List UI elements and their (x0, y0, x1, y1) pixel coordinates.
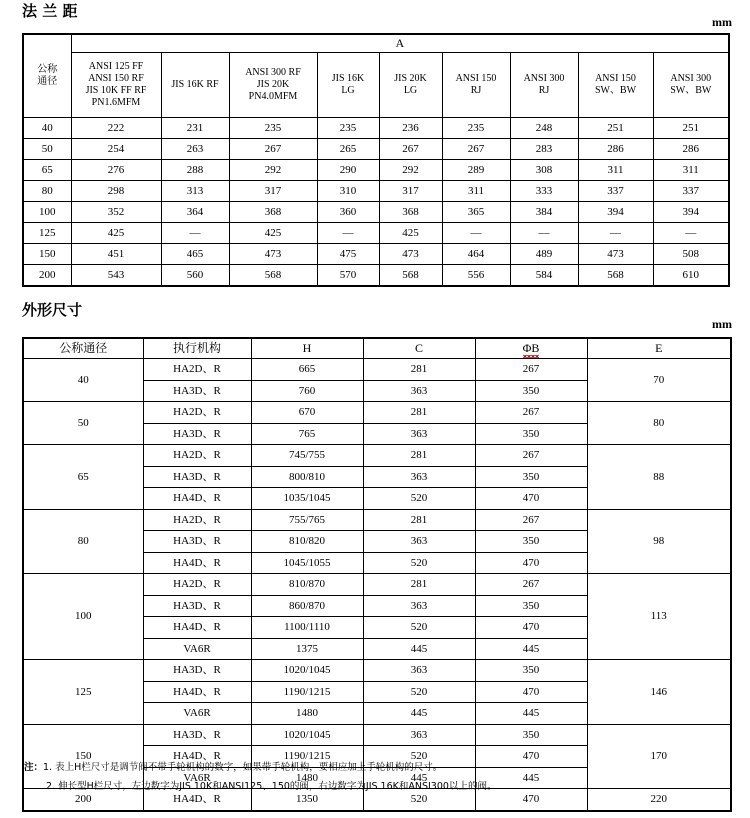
dimensions-cell-c: 363 (363, 660, 475, 682)
flange-row-dn: 80 (23, 181, 71, 202)
dimensions-cell-h: 810/820 (251, 531, 363, 553)
dimensions-cell-b: 350 (475, 660, 587, 682)
flange-cell: 231 (161, 118, 229, 139)
dimensions-cell-c: 445 (363, 638, 475, 660)
dimensions-cell-c: 445 (363, 767, 475, 789)
dimensions-cell-c: 363 (363, 423, 475, 445)
phib-misspell-underline: ΦB (522, 340, 540, 355)
table-row (23, 509, 731, 531)
flange-cell: 475 (317, 244, 379, 265)
flange-cell: — (653, 223, 729, 244)
flange-cell: 289 (442, 160, 510, 181)
dimensions-cell-c: 281 (363, 359, 475, 381)
flange-row-dn: 200 (23, 265, 71, 287)
flange-cell: 368 (229, 202, 317, 223)
flange-unit-label: mm (712, 15, 732, 29)
dimensions-cell-b: 470 (475, 552, 587, 574)
flange-cell: 317 (379, 181, 442, 202)
table-row (23, 574, 731, 596)
flange-row-dn: 50 (23, 139, 71, 160)
flange-cell: 360 (317, 202, 379, 223)
flange-cell: 286 (653, 139, 729, 160)
dimensions-cell-actuator: HA3D、R (143, 595, 251, 617)
table-row (23, 265, 729, 287)
flange-cell: 368 (379, 202, 442, 223)
flange-cell: 311 (578, 160, 653, 181)
dimensions-cell-actuator: HA3D、R (143, 531, 251, 553)
flange-cell: 568 (229, 265, 317, 287)
dimensions-cell-actuator: HA3D、R (143, 466, 251, 488)
dimensions-cell-b: 445 (475, 638, 587, 660)
dimensions-row-dn: 65 (23, 445, 143, 510)
flange-cell: 337 (653, 181, 729, 202)
dimensions-section-title: 外形尺寸 (22, 301, 83, 319)
flange-cell: — (510, 223, 578, 244)
flange-cell: 313 (161, 181, 229, 202)
flange-col-header (229, 53, 317, 118)
flange-cell: 222 (71, 118, 161, 139)
dimensions-cell-h: 1045/1055 (251, 552, 363, 574)
hdr-line: ANSI 150 (455, 72, 497, 84)
flange-cell: 292 (229, 160, 317, 181)
flange-col-header (317, 53, 379, 118)
flange-row-dn: 125 (23, 223, 71, 244)
table-row (23, 118, 729, 139)
flange-cell: 286 (578, 139, 653, 160)
dimensions-cell-c: 363 (363, 380, 475, 402)
flange-cell: 311 (653, 160, 729, 181)
dimensions-cell-h: 1480 (251, 703, 363, 725)
flange-cell: 543 (71, 265, 161, 287)
dimensions-row-e: 70 (587, 359, 731, 402)
flange-cell: 568 (379, 265, 442, 287)
flange-dn-header-line1: 公称 (37, 63, 58, 75)
dimensions-row-dn: 50 (23, 402, 143, 445)
flange-cell: 384 (510, 202, 578, 223)
footnote-text-1: 1. 表上H栏尺寸是调节阀不带手轮机构的数字，如果带手轮机构，要相应加上手轮机构的尺寸。 (43, 762, 443, 773)
dimensions-row-e: 220 (587, 789, 731, 811)
table-row (23, 223, 729, 244)
dimensions-row-e: 113 (587, 574, 731, 660)
dimensions-cell-actuator: HA2D、R (143, 445, 251, 467)
flange-cell: 235 (317, 118, 379, 139)
hdr-line: PN4.0MFM (248, 91, 298, 103)
flange-cell: 465 (161, 244, 229, 265)
flange-cell: — (161, 223, 229, 244)
hdr-line: ANSI 150 RF (88, 72, 144, 84)
table-row (23, 402, 731, 424)
flange-cell: — (317, 223, 379, 244)
flange-cell: 311 (442, 181, 510, 202)
flange-cell: 254 (71, 139, 161, 160)
footnote-lead: 注： (24, 762, 44, 773)
dimensions-row-e: 88 (587, 445, 731, 510)
dimensions-cell-c: 281 (363, 509, 475, 531)
dimensions-cell-h: 800/810 (251, 466, 363, 488)
flange-cell: 451 (71, 244, 161, 265)
footnote-text-2: 2. 伸长型H栏尺寸，左边数字为JIS 10K和ANSI125、150的阀，右边数字为JIS 16K和ANSI300以上的阀。 (46, 781, 497, 793)
dimensions-cell-b: 470 (475, 617, 587, 639)
flange-cell: 267 (442, 139, 510, 160)
flange-section-title: 法 兰 距 (22, 2, 78, 20)
flange-cell: 556 (442, 265, 510, 287)
flange-cell: 236 (379, 118, 442, 139)
table-row (23, 445, 731, 467)
dimensions-row-dn: 125 (23, 660, 143, 725)
dimensions-cell-actuator: VA6R (143, 703, 251, 725)
flange-cell: 333 (510, 181, 578, 202)
flange-cell: 364 (161, 202, 229, 223)
flange-cell: 560 (161, 265, 229, 287)
outline-dimensions-table (22, 337, 732, 812)
dimensions-cell-h: 670 (251, 402, 363, 424)
hdr-line: JIS 16K (331, 72, 365, 84)
dimensions-cell-actuator: HA2D、R (143, 359, 251, 381)
dimensions-cell-c: 363 (363, 466, 475, 488)
dimensions-header-e: E (587, 338, 731, 359)
flange-cell: 473 (578, 244, 653, 265)
dimensions-cell-b: 267 (475, 445, 587, 467)
hdr-line: LG (403, 85, 418, 96)
dimensions-cell-actuator: HA4D、R (143, 681, 251, 703)
flange-col-header (510, 53, 578, 118)
dimensions-cell-c: 281 (363, 402, 475, 424)
flange-group-header-row (23, 34, 729, 53)
flange-cell: 308 (510, 160, 578, 181)
dimensions-cell-actuator: HA4D、R (143, 488, 251, 510)
dimensions-cell-actuator: VA6R (143, 638, 251, 660)
flange-table-container (22, 33, 730, 287)
flange-cell: 568 (578, 265, 653, 287)
dimensions-cell-h: 1375 (251, 638, 363, 660)
footnotes (24, 763, 730, 802)
dimensions-table-container (22, 337, 730, 812)
dimensions-cell-b: 350 (475, 531, 587, 553)
dimensions-cell-actuator: HA2D、R (143, 402, 251, 424)
flange-cell: 473 (379, 244, 442, 265)
dimensions-cell-b: 470 (475, 488, 587, 510)
dimensions-cell-c: 520 (363, 617, 475, 639)
dimensions-cell-h: 810/870 (251, 574, 363, 596)
dimensions-cell-c: 281 (363, 445, 475, 467)
flange-table-body (23, 118, 729, 287)
table-row (23, 202, 729, 223)
flange-cell: 425 (71, 223, 161, 244)
flange-cell: 251 (653, 118, 729, 139)
dimensions-cell-h: 1035/1045 (251, 488, 363, 510)
flange-cell: 317 (229, 181, 317, 202)
dimensions-row-dn: 150 (23, 724, 143, 789)
flange-dn-header (23, 34, 71, 118)
flange-cell: 394 (578, 202, 653, 223)
dimensions-row-dn: 100 (23, 574, 143, 660)
hdr-line: ANSI 300 (523, 72, 565, 84)
dimensions-cell-actuator: HA3D、R (143, 380, 251, 402)
dimensions-cell-h: 1190/1215 (251, 746, 363, 768)
flange-cell: 276 (71, 160, 161, 181)
flange-cell: 251 (578, 118, 653, 139)
flange-distance-table (22, 33, 730, 287)
flange-col-header (71, 53, 161, 118)
dimensions-cell-h: 745/755 (251, 445, 363, 467)
dimensions-cell-h: 1100/1110 (251, 617, 363, 639)
table-row (23, 660, 731, 682)
flange-table-head (23, 34, 729, 118)
flange-cell: 570 (317, 265, 379, 287)
flange-cell: 288 (161, 160, 229, 181)
dimensions-row-e: 146 (587, 660, 731, 725)
dimensions-row-dn: 200 (23, 789, 143, 811)
dimensions-cell-actuator: VA6R (143, 767, 251, 789)
flange-cell: 263 (161, 139, 229, 160)
flange-cell: 365 (442, 202, 510, 223)
dimensions-cell-b: 267 (475, 359, 587, 381)
table-row (23, 724, 731, 746)
dimensions-cell-h: 860/870 (251, 595, 363, 617)
dimensions-cell-actuator: HA3D、R (143, 660, 251, 682)
dimensions-cell-actuator: HA4D、R (143, 552, 251, 574)
hdr-line: RJ (538, 85, 550, 96)
dimensions-cell-c: 363 (363, 531, 475, 553)
dimensions-header-row (23, 338, 731, 359)
flange-group-header-a: A (71, 34, 729, 53)
flange-cell: 584 (510, 265, 578, 287)
dimensions-cell-h: 1190/1215 (251, 681, 363, 703)
flange-cell: 352 (71, 202, 161, 223)
dimensions-cell-b: 350 (475, 466, 587, 488)
dimensions-cell-h: 755/765 (251, 509, 363, 531)
hdr-line: ANSI 150 (595, 72, 636, 84)
dimensions-cell-c: 520 (363, 789, 475, 811)
table-row (23, 244, 729, 265)
hdr-line: ANSI 300 RF (245, 66, 301, 78)
hdr-line: ANSI 300 (670, 72, 712, 84)
hdr-line: SW、BW (670, 85, 712, 96)
table-row (23, 160, 729, 181)
flange-cell: 267 (379, 139, 442, 160)
dimensions-unit-label: mm (712, 317, 732, 331)
hdr-line: PN1.6MFM (91, 97, 141, 109)
dimensions-table-head (23, 338, 731, 359)
flange-cell: 489 (510, 244, 578, 265)
flange-col-header (379, 53, 442, 118)
dimensions-cell-b: 267 (475, 509, 587, 531)
dimensions-cell-b: 267 (475, 402, 587, 424)
dimensions-header-h: H (251, 338, 363, 359)
flange-cell: 267 (229, 139, 317, 160)
hdr-line: JIS 20K (256, 78, 290, 90)
dimensions-cell-h: 1020/1045 (251, 724, 363, 746)
flange-row-dn: 40 (23, 118, 71, 139)
dimensions-cell-c: 363 (363, 595, 475, 617)
footnote-item-1 (24, 763, 730, 773)
flange-row-dn: 65 (23, 160, 71, 181)
hdr-line: SW、BW (594, 85, 637, 96)
flange-col-header (442, 53, 510, 118)
flange-cell: 508 (653, 244, 729, 265)
dimensions-table-body (23, 359, 731, 811)
dimensions-row-e: 170 (587, 724, 731, 789)
flange-cell: 337 (578, 181, 653, 202)
dimensions-cell-h: 1480 (251, 767, 363, 789)
hdr-line: ANSI 125 FF (88, 60, 144, 72)
flange-cell: 283 (510, 139, 578, 160)
flange-cell: 394 (653, 202, 729, 223)
dimensions-cell-b: 445 (475, 767, 587, 789)
dimensions-row-e: 98 (587, 509, 731, 574)
dimensions-cell-b: 470 (475, 789, 587, 811)
flange-cell: 292 (379, 160, 442, 181)
dimensions-cell-b: 350 (475, 724, 587, 746)
flange-cell: 290 (317, 160, 379, 181)
dimensions-cell-b: 470 (475, 681, 587, 703)
dimensions-cell-c: 520 (363, 681, 475, 703)
flange-cell: 425 (229, 223, 317, 244)
dimensions-cell-b: 267 (475, 574, 587, 596)
flange-cell: — (442, 223, 510, 244)
dimensions-cell-c: 445 (363, 703, 475, 725)
flange-col-header (161, 53, 229, 118)
dimensions-cell-h: 765 (251, 423, 363, 445)
dimensions-row-dn: 40 (23, 359, 143, 402)
dimensions-header-c: C (363, 338, 475, 359)
dimensions-cell-b: 445 (475, 703, 587, 725)
hdr-line: JIS 16K RF (171, 78, 219, 90)
hdr-line: JIS 10K FF RF (85, 85, 147, 96)
dimensions-row-e: 80 (587, 402, 731, 445)
dimensions-cell-actuator: HA3D、R (143, 724, 251, 746)
flange-row-dn: 150 (23, 244, 71, 265)
dimensions-header-phib (475, 338, 587, 359)
dimensions-row-dn: 80 (23, 509, 143, 574)
flange-cell: 265 (317, 139, 379, 160)
dimensions-cell-c: 520 (363, 552, 475, 574)
dimensions-cell-c: 281 (363, 574, 475, 596)
flange-cell: 248 (510, 118, 578, 139)
table-row (23, 139, 729, 160)
flange-cell: 425 (379, 223, 442, 244)
dimensions-header-actuator: 执行机构 (143, 338, 251, 359)
dimensions-cell-b: 350 (475, 423, 587, 445)
dimensions-cell-actuator: HA4D、R (143, 746, 251, 768)
dimensions-cell-actuator: HA3D、R (143, 423, 251, 445)
flange-row-dn: 100 (23, 202, 71, 223)
flange-cell: 310 (317, 181, 379, 202)
dimensions-cell-h: 760 (251, 380, 363, 402)
dimensions-cell-b: 350 (475, 595, 587, 617)
flange-cell: 235 (442, 118, 510, 139)
flange-cell: 298 (71, 181, 161, 202)
dimensions-cell-actuator: HA4D、R (143, 789, 251, 811)
flange-cell: — (578, 223, 653, 244)
dimensions-cell-actuator: HA2D、R (143, 574, 251, 596)
dimensions-cell-actuator: HA2D、R (143, 509, 251, 531)
dimensions-cell-c: 520 (363, 488, 475, 510)
flange-cell: 464 (442, 244, 510, 265)
flange-cell: 235 (229, 118, 317, 139)
flange-column-header-row (23, 53, 729, 118)
hdr-line: JIS 20K (394, 72, 427, 84)
dimensions-cell-b: 350 (475, 380, 587, 402)
table-row (23, 181, 729, 202)
dimensions-cell-h: 1020/1045 (251, 660, 363, 682)
dimensions-cell-c: 520 (363, 746, 475, 768)
table-row (23, 359, 731, 381)
flange-cell: 610 (653, 265, 729, 287)
dimensions-cell-c: 363 (363, 724, 475, 746)
flange-dn-header-line2: 通径 (37, 76, 58, 87)
flange-cell: 473 (229, 244, 317, 265)
dimensions-header-dn: 公称通径 (23, 338, 143, 359)
flange-col-header (653, 53, 729, 118)
hdr-line: LG (341, 85, 355, 96)
hdr-line: RJ (470, 85, 482, 96)
dimensions-cell-h: 1350 (251, 789, 363, 811)
dimensions-cell-h: 665 (251, 359, 363, 381)
flange-col-header (578, 53, 653, 118)
dimensions-cell-actuator: HA4D、R (143, 617, 251, 639)
footnote-item-2 (24, 782, 730, 792)
dimensions-cell-b: 470 (475, 746, 587, 768)
